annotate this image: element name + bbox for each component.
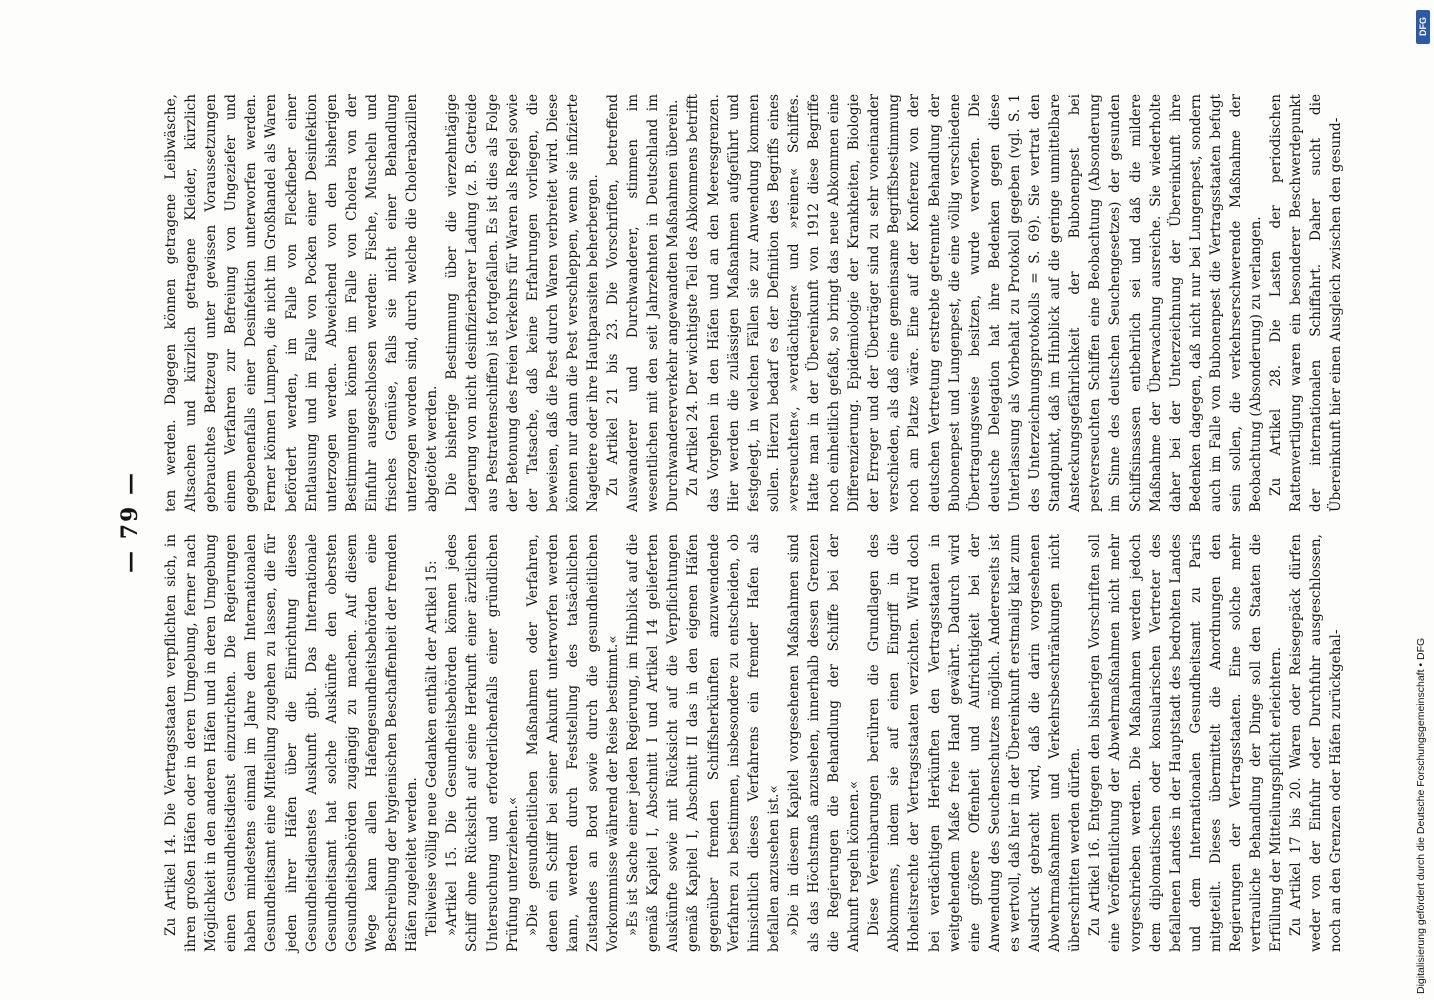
quoted-paragraph: »Artikel 15. Die Gesundheitsbehörden können jedes Schiff ohne Rücksicht auf seine Herkunft einer ärztlichen Untersuchung und erforderlichenfalls einer gründlichen Prüfung unterziehen.« [444,534,521,952]
dfg-logo-icon: DFG [1416,10,1430,44]
paragraph: Zu Artikel 17 bis 20. Waren oder Reisegepäck dürfen weder von der Einfuhr oder Durchfuhr ausgeschlossen, noch an den Grenzen oder Häfen zurückgehal- [1288,534,1345,952]
paragraph: Die bisherige Bestimmung über die vierzehntägige Lagerung von nicht desinfizierbarer Ladung (z. B. Getreide aus Pestrattenschiffen) ist fortgefallen. Es ist dies als Folge der Betonung des freien Verkehrs für Waren als Regel sowie der Tatsache, daß keine Erfahrungen vorliegen, die beweisen, daß die Pest durch Waren verbreitet wird. Diese können nur dann die Pest verschleppen, wenn sie infizierte Nagetiere oder ihre Hautparasiten beherbergen. [444,94,601,512]
paragraph: Zu Artikel 21 bis 23. Die Vorschriften, betreffend Auswanderer und Durchwanderer, stimmen im wesentlichen mit den seit Jahrzehnten in Deutschland im Durchwandererverkehr angewandten Maßnahmen überein. [605,94,682,512]
paragraph: Zu Artikel 14. Die Vertragsstaaten verpflichten sich, in ihren großen Häfen oder in deren Umgebung, ferner nach Möglichkeit in den anderen Häfen und in deren Umgebung einen Gesundheitsdienst einzurichten. Die Regierungen haben mindestens einmal im Jahre dem Internationalen Gesundheitsamt eine Mitteilung zugehen zu lassen, die für jeden ihrer Häfen über die Einrichtung dieses Gesundheitsdienstes Auskunft gibt. Das Internationale Gesundheitsamt hat solche Auskünfte den obersten Gesundheitsbehörden zugängig zu machen. Auf diesem Wege kann allen Hafengesundheitsbehörden eine Beschreibung der hygienischen Beschaffenheit der fremden Häfen zugeleitet werden. [163,534,421,952]
paragraph: Zu Artikel 16. Entgegen den bisherigen Vorschriften soll eine Veröffentlichung der Abwehrmaßnahmen nicht mehr vorgeschrieben werden. Die Maßnahmen werden jedoch dem diplomatischen oder konsularischen Vertreter des befallenen Landes in der Hauptstadt des bedrohten Landes und dem Internationalen Gesundheitsamt zu Paris mitgeteilt. Dieses übermittelt die Anordnungen den Regierungen der Vertragsstaaten. Eine solche mehr vertrauliche Behandlung der Dinge soll den Staaten die Erfüllung der Mitteilungspflicht erleichtern. [1087,534,1285,952]
left-column [161,534,1345,952]
right-column [161,94,1345,512]
paragraph: Zu Artikel 28. Die Lasten der periodischen Rattenvertilgung waren ein besonderer Beschwerdepunkt der internationalen Schiffahrt. Daher sucht die Übereinkunft hier einen Ausgleich zwischen den gesund- [1268,94,1345,512]
quoted-paragraph: »Es ist Sache einer jeden Regierung, im Hinblick auf die gemäß Kapitel I, Abschnitt I und Artikel 14 gelieferten Auskünfte sowie mit Rücksicht auf die Verpflichtungen gemäß Kapitel I, Abschnitt II das in den eigenen Häfen gegenüber fremden Schiffsherkünften anzuwendende Verfahren zu bestimmen, insbesondere zu entscheiden, ob hinsichtlich dieses Verfahrens ein fremder Hafen als befallen anzusehen ist.« [625,534,782,952]
paragraph: Teilweise völlig neue Gedanken enthält der Artikel 15: [424,560,441,936]
quoted-paragraph: »Die in diesem Kapitel vorgesehenen Maßnahmen sind als das Höchstmaß anzusehen, innerhalb dessen Grenzen die Regierungen die Behandlung der Schiffe bei der Ankunft regeln können.« [785,534,863,952]
book-page [117,92,1345,952]
digitization-credit: Digitalisierung gefördert durch die Deutsche Forschungsgemeinschaft • DFG [1415,637,1427,994]
paragraph: ten werden. Dagegen können getragene Leibwäsche, Altsachen und kürzlich getragene Kleider, kürzlich gebrauchtes Bettzeug unter gewissen Voraussetzungen einem Verfahren zur Befreiung von Ungeziefer und gegebenenfalls einer Desinfektion unterworfen werden. Ferner können Lumpen, die nicht im Großhandel als Waren befördert werden, im Falle von Fleckfieber einer Entlausung und im Falle von Pocken einer Desinfektion unterzogen werden. Abweichend von den bisherigen Bestimmungen können im Falle von Cholera von der Einfuhr ausgeschlossen werden: Fische, Muscheln und frisches Gemüse, falls sie nicht einer Behandlung unterzogen worden sind, durch welche die Cholerabazillen abgetötet werden. [163,94,441,512]
quoted-paragraph: »Die gesundheitlichen Maßnahmen oder Verfahren, denen ein Schiff bei seiner Ankunft unterworfen werden kann, werden durch Feststellung des tatsächlichen Zustandes an Bord sowie durch die gesundheitlichen Vorkommnisse während der Reise bestimmt.« [524,534,622,952]
paragraph: Zu Artikel 24. Der wichtigste Teil des Abkommens betrifft das Vorgehen in den Häfen und an den Meeresgrenzen. Hier werden die zulässigen Maßnahmen aufgeführt und festgelegt, in welchen Fällen sie zur Anwendung kommen sollen. Hierzu bedarf es der Definition des Begriffs eines »verseuchten«, »verdächtigen« und »reinen« Schiffes. Hatte man in der Übereinkunft von 1912 diese Begriffe noch einheitlich gefaßt, so bringt das neue Abkommen eine Differenzierung. Epidemiologie der Krankheiten, Biologie der Erreger und der Überträger sind zu sehr voneinander verschieden, als daß eine gemeinsame Begriffsbestimmung noch am Platze wäre. Eine auf der Konferenz von der deutschen Vertretung erstrebte getrennte Behandlung der Bubonenpest und Lungenpest, die eine völlig verschiedene Übertragungsweise besitzen, wurde verworfen. Die deutsche Delegation hat ihre Bedenken gegen diese Unterlassung als Vorbehalt zu Protokoll gegeben (vgl. S. 1 des Unterzeichnungsprotokolls = S. 69). Sie vertrat den Standpunkt, daß im Hinblick auf die geringe unmittelbare Ansteckungsgefährlichkeit der Bubonenpest bei pestverseuchten Schiffen eine Beobachtung (Absonderung im Sinne des deutschen Seuchengesetzes) der gesunden Schiffsinsassen entbehrlich sei und daß die mildere Maßnahme der Überwachung ausreiche. Sie wiederholte daher bei der Unterzeichnung der Übereinkunft ihre Bedenken dagegen, daß nicht nur bei Lungenpest, sondern auch im Falle von Bubonenpest die Vertragsstaaten befugt sein sollen, die verkehrserschwerende Maßnahme der Beobachtung (Absonderung) zu verlangen. [685,94,1265,512]
paragraph: Diese Vereinbarungen berühren die Grundlagen des Abkommens, indem sie auf einen Eingriff in die Hoheitsrechte der Vertragsstaaten verzichten. Wird doch bei verdächtigen Herkünften den Vertragsstaaten in weitgehendem Maße freie Hand gewährt. Dadurch wird eine größere Offenheit und Aufrichtigkeit bei der Anwendung des Seuchenschutzes möglich. Andererseits ist es wertvoll, daß hier in der Übereinkunft erstmalig klar zum Ausdruck gebracht wird, daß die darin vorgesehenen Abwehrmaßnahmen und Verkehrsbeschränkungen nicht überschritten werden dürfen. [866,534,1084,952]
page-number: — 79 — [117,471,143,573]
